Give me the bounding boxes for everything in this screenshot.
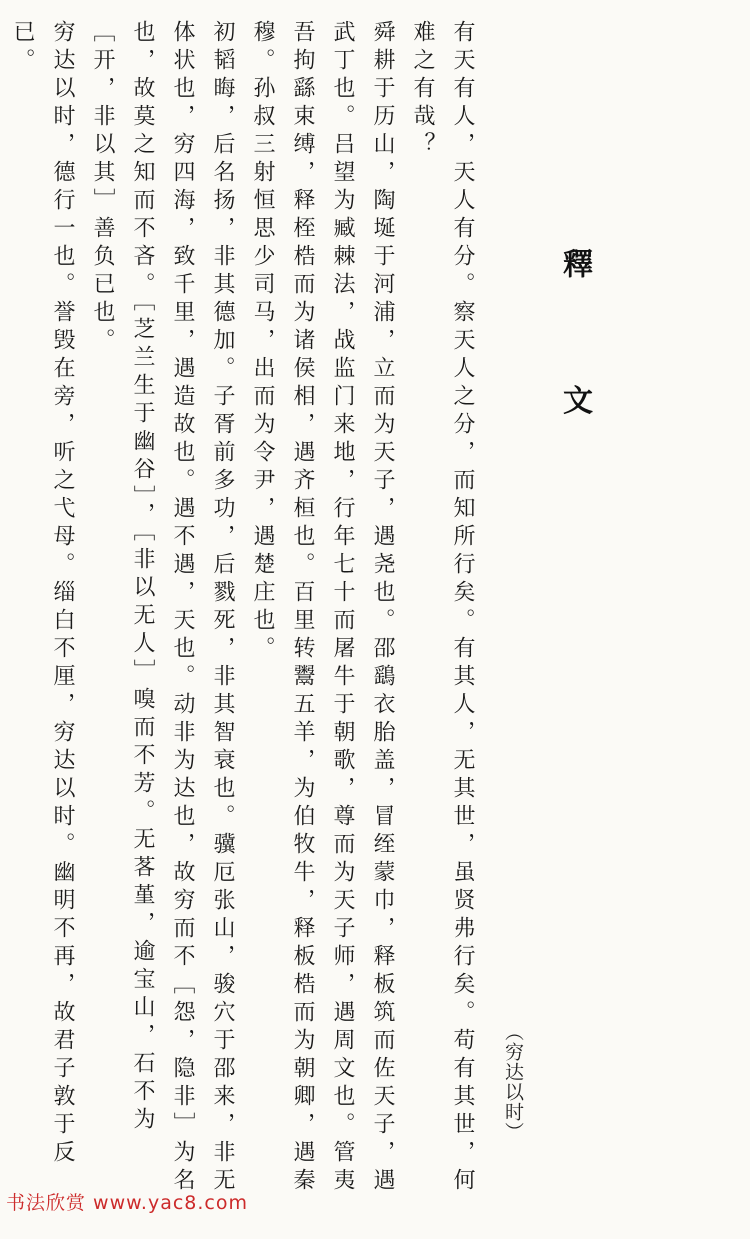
site-watermark[interactable]: 书法欣赏 www.yac8.com — [6, 1192, 248, 1214]
paragraph-2: 舜耕于历山，陶埏于河浦，立而为天子，遇尧也。邵鷂衣胎盖，冒绖蒙巾，释板筑而佐天子，遇武丁也。吕望为臧棘法，战监门来地，行年七十而屠牛于朝歌，尊而为天子师，遇周文也。管夷吾拘繇束缚，释桎梏而为诸侯相，遇齐桓也。百里转鬻五羊，为伯牧牛，释板梏而为朝卿，遇秦穆。孙叔三射恒思少司马，出而为令尹，遇楚庄也。 — [250, 20, 395, 1196]
page-subtitle: （穷达以时） — [502, 1022, 524, 1142]
paragraph-3: 初韬晦，后名扬，非其德加。子胥前多功，后戮死，非其智衰也。骥厄张山，骏穴于邵来，非无体状也，穷四海，致千里，遇造故也。遇不遇，天也。动非为达也，故穷而不［怨，隐非］为名也，故莫之知而不吝。［芝兰生于幽谷］，［非以无人］嗅而不芳。无茖堇，逾宝山，石不为［开，非以其］善负已也。 — [90, 20, 235, 1196]
vertical-text-block — [2, 20, 482, 1200]
paragraph-1: 有天有人，天人有分。察天人之分，而知所行矣。有其人，无其世，虽贤弗行矣。苟有其世，何难之有哉？ — [410, 20, 475, 1196]
page-title: 釋 文 — [557, 248, 592, 463]
paragraph-4: 穷达以时，德行一也。誉毁在旁，听之弋母。缁白不厘，穷达以时。幽明不再，故君子敦于反已。 — [10, 20, 75, 1168]
